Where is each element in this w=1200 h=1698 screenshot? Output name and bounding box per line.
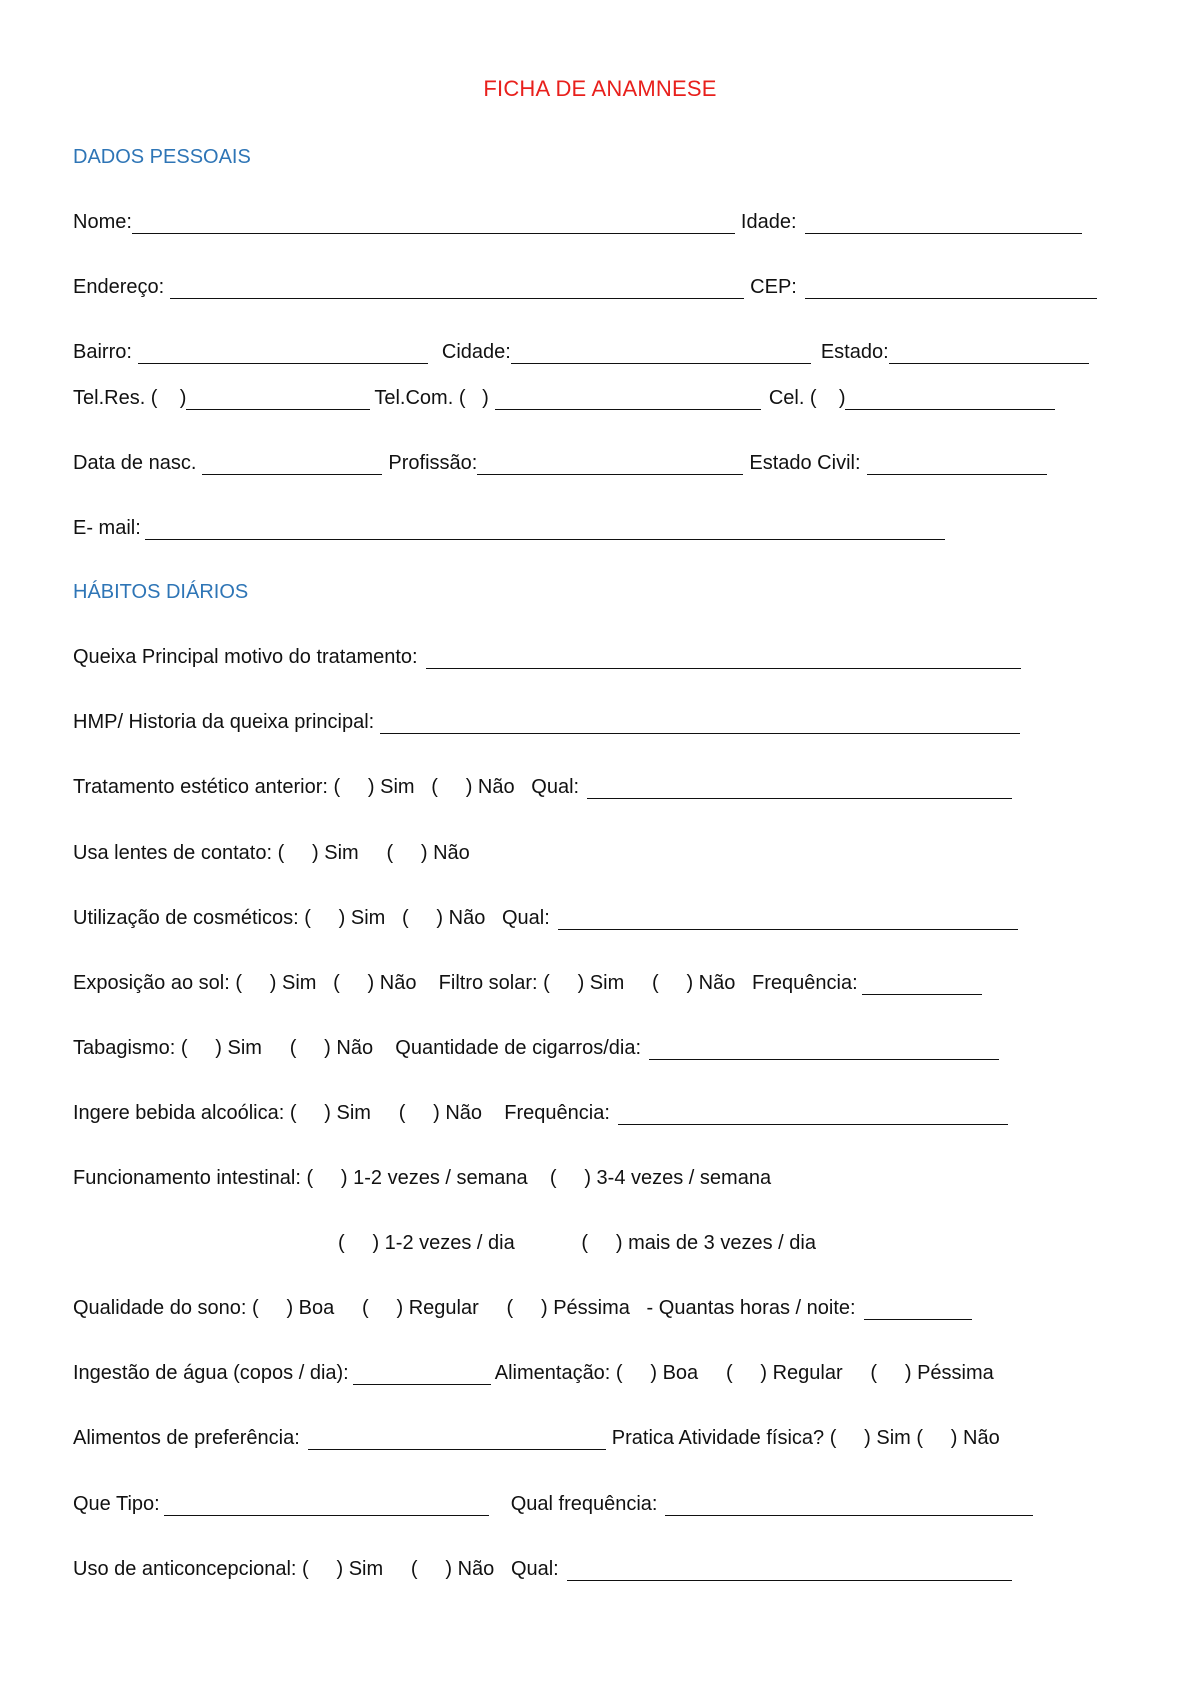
row-phones — [73, 384, 1055, 410]
state-label: Estado: — [820, 341, 889, 363]
sleep-quality-label: Qualidade do sono: ( ) Boa ( ) Regular ( ) Péssima - Quantas horas / noite: — [73, 1297, 856, 1319]
history-label: HMP/ Historia da queixa principal: — [73, 711, 375, 733]
preferred-food-label: Alimentos de preferência: — [73, 1427, 300, 1449]
section-personal-data: DADOS PESSOAIS — [73, 146, 251, 168]
alcohol-frequency-field[interactable] — [618, 1104, 1008, 1125]
water-intake-label: Ingestão de água (copos / dia): — [73, 1362, 349, 1384]
row-neighborhood-city-state — [73, 338, 1089, 364]
row-sleep-quality — [73, 1294, 972, 1320]
row-activity-type-frequency — [73, 1490, 1033, 1516]
mobile-field[interactable] — [845, 389, 1055, 410]
history-field[interactable] — [380, 713, 1020, 734]
profession-field[interactable] — [477, 454, 743, 475]
bowel-function-label: Funcionamento intestinal: ( ) 1-2 vezes / semana ( ) 3-4 vezes / semana — [73, 1167, 772, 1189]
cep-field[interactable] — [805, 278, 1097, 299]
cep-label: CEP: — [750, 276, 797, 298]
activity-frequency-field[interactable] — [665, 1495, 1033, 1516]
row-bowel-function — [73, 1164, 771, 1190]
sleep-hours-field[interactable] — [864, 1299, 972, 1320]
city-label: Cidade: — [441, 341, 511, 363]
smoking-label: Tabagismo: ( ) Sim ( ) Não Quantidade de cigarros/dia: — [73, 1037, 642, 1059]
address-label: Endereço: — [73, 276, 165, 298]
contraceptive-field[interactable] — [567, 1560, 1012, 1581]
cosmetics-label: Utilização de cosméticos: ( ) Sim ( ) Não Qual: — [73, 907, 550, 929]
contact-lenses-label: Usa lentes de contato: ( ) Sim ( ) Não — [73, 842, 470, 864]
complaint-field[interactable] — [426, 648, 1021, 669]
birthdate-field[interactable] — [202, 454, 382, 475]
row-sun-exposure — [73, 969, 982, 995]
row-food-activity — [73, 1424, 1000, 1450]
profession-label: Profissão: — [388, 452, 478, 474]
alcohol-label: Ingere bebida alcoólica: ( ) Sim ( ) Não Frequência: — [73, 1102, 610, 1124]
work-phone-label: Tel.Com. ( ) — [374, 387, 489, 409]
age-label: Idade: — [740, 211, 797, 233]
cigarettes-field[interactable] — [649, 1039, 999, 1060]
row-address-cep — [73, 273, 1097, 299]
row-email — [73, 514, 945, 540]
city-field[interactable] — [511, 343, 811, 364]
email-field[interactable] — [145, 519, 945, 540]
bowel-function-daily-options: ( ) 1-2 vezes / dia ( ) mais de 3 vezes / dia — [338, 1232, 816, 1254]
neighborhood-field[interactable] — [138, 343, 428, 364]
activity-type-label: Que Tipo: — [73, 1493, 160, 1515]
row-contact-lenses — [73, 839, 470, 865]
birthdate-label: Data de nasc. — [73, 452, 197, 474]
row-cosmetics — [73, 904, 1018, 930]
sun-frequency-field[interactable] — [862, 974, 982, 995]
marital-status-field[interactable] — [867, 454, 1047, 475]
water-intake-field[interactable] — [353, 1364, 491, 1385]
row-previous-treatment — [73, 773, 1012, 799]
age-field[interactable] — [805, 213, 1082, 234]
marital-status-label: Estado Civil: — [749, 452, 861, 474]
name-label: Nome: — [73, 211, 132, 233]
home-phone-field[interactable] — [186, 389, 370, 410]
row-name-age — [73, 208, 1082, 234]
form-title: FICHA DE ANAMNESE — [483, 76, 717, 101]
cosmetics-field[interactable] — [558, 909, 1018, 930]
state-field[interactable] — [889, 343, 1089, 364]
contraceptive-label: Uso de anticoncepcional: ( ) Sim ( ) Não Qual: — [73, 1558, 559, 1580]
name-field[interactable] — [132, 213, 735, 234]
row-complaint-history — [73, 708, 1020, 734]
row-birth-profession-marital — [73, 449, 1047, 475]
neighborhood-label: Bairro: — [73, 341, 132, 363]
row-bowel-function-daily — [338, 1229, 816, 1255]
previous-treatment-field[interactable] — [587, 778, 1012, 799]
diet-quality-label: Alimentação: ( ) Boa ( ) Regular ( ) Péssima — [494, 1362, 994, 1384]
row-contraceptive — [73, 1555, 1012, 1581]
row-smoking — [73, 1034, 999, 1060]
work-phone-field[interactable] — [495, 389, 761, 410]
activity-type-field[interactable] — [164, 1495, 489, 1516]
physical-activity-label: Pratica Atividade física? ( ) Sim ( ) Não — [611, 1427, 1000, 1449]
home-phone-label: Tel.Res. ( ) — [73, 387, 187, 409]
mobile-label: Cel. ( ) — [768, 387, 846, 409]
section-daily-habits: HÁBITOS DIÁRIOS — [73, 581, 249, 603]
sun-exposure-label: Exposição ao sol: ( ) Sim ( ) Não Filtro solar: ( ) Sim ( ) Não Frequência: — [73, 972, 858, 994]
email-label: E- mail: — [73, 517, 141, 539]
activity-frequency-label: Qual frequência: — [510, 1493, 658, 1515]
address-field[interactable] — [170, 278, 744, 299]
preferred-food-field[interactable] — [308, 1429, 606, 1450]
row-water-diet — [73, 1359, 994, 1385]
complaint-label: Queixa Principal motivo do tratamento: — [73, 646, 418, 668]
row-alcohol — [73, 1099, 1008, 1125]
row-main-complaint — [73, 643, 1021, 669]
previous-treatment-label: Tratamento estético anterior: ( ) Sim ( ) Não Qual: — [73, 776, 580, 798]
